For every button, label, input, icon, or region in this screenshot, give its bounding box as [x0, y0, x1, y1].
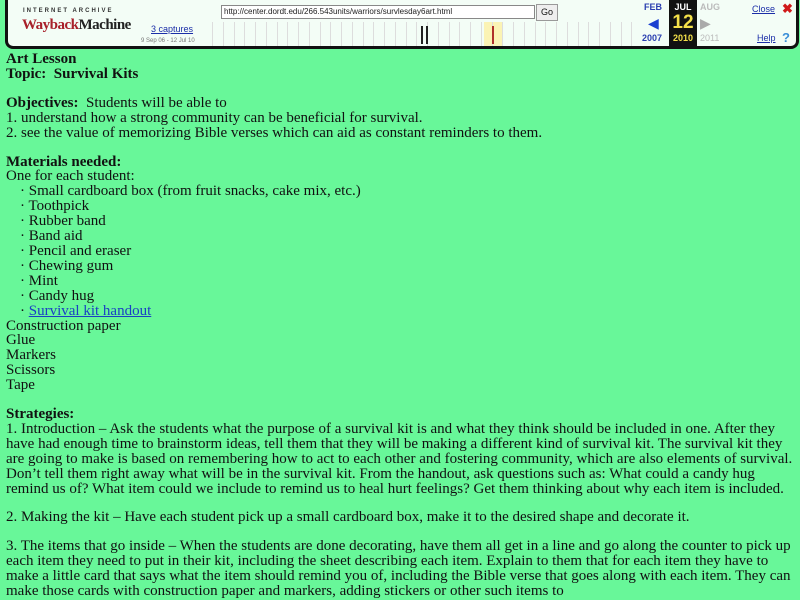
prev-year: 2007 — [642, 33, 663, 43]
material-item: · Chewing gum — [20, 257, 114, 274]
current-month: JUL — [674, 2, 692, 12]
topic-label: Topic: — [6, 65, 47, 82]
material-item: · Toothpick — [20, 198, 90, 215]
capture-range: 9 Sep 06 - 12 Jul 10 — [141, 38, 195, 44]
lesson-title: Art Lesson — [6, 51, 77, 67]
wayback-toolbar — [5, 0, 799, 49]
material-item: · Small cardboard box (from fruit snacks, cake mix, etc.) — [20, 183, 361, 200]
material-item: · Mint — [20, 272, 58, 289]
material-item: · Pencil and eraser — [20, 242, 132, 259]
next-arrow-icon: ▶ — [700, 15, 711, 31]
material-item: · Rubber band — [20, 213, 106, 230]
material-item: Glue — [6, 332, 36, 349]
lesson-content — [6, 52, 796, 599]
close-icon[interactable]: ✖ — [782, 1, 793, 16]
strategies-label: Strategies: — [6, 406, 75, 423]
capture-mark[interactable] — [421, 26, 423, 44]
strategy-paragraph: 3. The items that go inside – When the students are done decorating, have them all get in a line and go along the counter to pick up each item they need to put in their kit, including the sheet describing each item. Explain to them that for each item they have to make a little card that says what the item should remind you of, including the Bible verse that goes along with each item. They can make those cards with construction paper and markers, adding stickers or other such items to — [6, 538, 791, 600]
material-item: · Band aid — [20, 228, 83, 245]
help-icon[interactable]: ? — [782, 30, 790, 45]
material-item: Markers — [6, 347, 56, 364]
bullet: · — [20, 302, 29, 319]
capture-mark[interactable] — [426, 26, 428, 44]
go-button[interactable]: Go — [536, 4, 558, 21]
strategy-paragraph: 1. Introduction – Ask the students what the purpose of a survival kit is and what they think should be included in one. After they have had enough time to brainstorm ideas, tell them that they will be making a different kind of survival kit. The survival kit they are going to make is based on remembering how to act to each other and fostering community, which are also elements of survival. Don’t tell them right away what will be in the survival kit. From the handout, ask questions such as: What could a candy hug remind us of? What item could we include to remind us to heal hurt feelings? Get them thinking about why each item is included. — [6, 420, 793, 497]
material-item: Tape — [6, 377, 35, 394]
url-input[interactable]: http://center.dordt.edu/266.543units/warriors/survlesday6art.html — [221, 5, 535, 19]
materials-label: Materials needed: — [6, 153, 122, 170]
current-date — [669, 0, 697, 46]
objective-item: 1. understand how a strong community can be beneficial for survival. — [6, 109, 423, 126]
logo-caption: INTERNET ARCHIVE — [23, 8, 114, 14]
objectives-intro: Students will be able to — [85, 94, 227, 111]
material-item: Construction paper — [6, 317, 121, 334]
wayback-logo[interactable]: WaybackMachine — [22, 17, 131, 33]
material-item: · Candy hug — [20, 287, 95, 304]
close-link[interactable]: Close — [752, 4, 776, 14]
objectives-label: Objectives: — [6, 94, 79, 111]
prev-arrow-icon[interactable]: ◀ — [648, 15, 659, 31]
material-item: Scissors — [6, 362, 56, 379]
capture-mark-current[interactable] — [492, 26, 494, 44]
current-year: 2010 — [672, 33, 694, 43]
prev-month[interactable]: FEB — [644, 2, 662, 12]
objective-item: 2. see the value of memorizing Bible verses which can aid as constant reminders to them. — [6, 124, 543, 141]
strategy-paragraph: 2. Making the kit – Have each student pick up a small cardboard box, make it to the desired shape and decorate it. — [6, 509, 690, 526]
captures-link[interactable]: 3 captures — [151, 24, 194, 34]
next-year: 2011 — [700, 33, 720, 43]
help-link[interactable]: Help — [757, 33, 776, 43]
topic: Survival Kits — [53, 65, 139, 82]
current-day: 12 — [672, 12, 694, 33]
next-month: AUG — [700, 2, 720, 12]
materials-intro: One for each student: — [6, 168, 135, 185]
survival-kit-handout-link[interactable]: Survival kit handout — [28, 302, 152, 319]
